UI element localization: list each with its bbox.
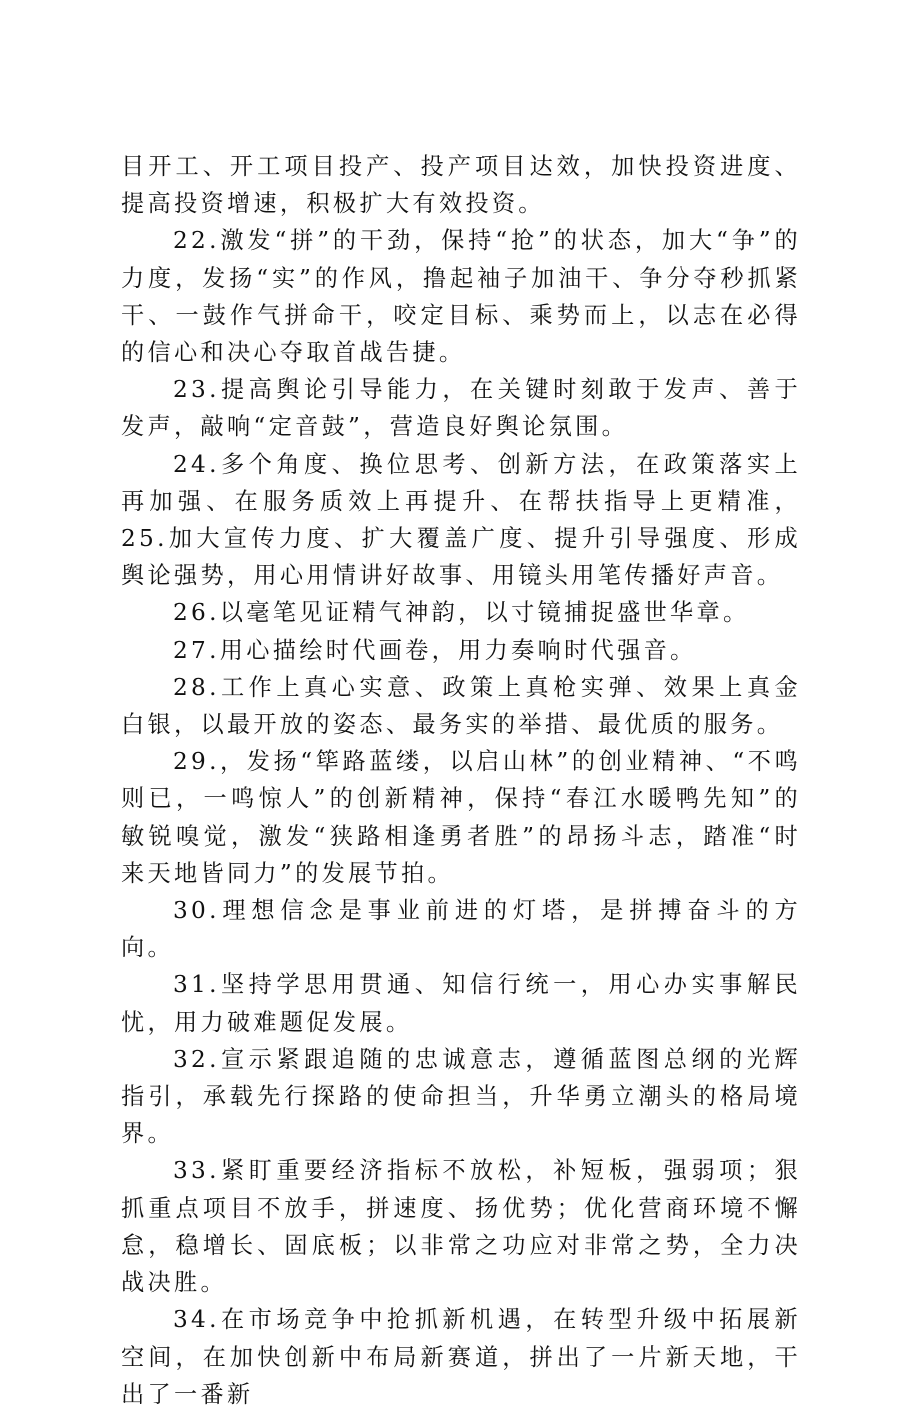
paragraph-34: 34.在市场竞争中抢抓新机遇，在转型升级中拓展新空间，在加快创新中布局新赛道，拼出了一片新天地，干出了一番新	[121, 1306, 801, 1408]
paragraph-29: 29.，发扬“筚路蓝缕，以启山林”的创业精神、“不鸣则已，一鸣惊人”的创新精神，保持“春江水暖鸭先知”的敏锐嗅觉，激发“狭路相逢勇者胜”的昂扬斗志，踏准“时来天地皆同力”的发展节拍。	[121, 748, 801, 887]
paragraph-22: 22.激发“拼”的干劲，保持“抢”的状态，加大“争”的力度，发扬“实”的作风，撸起袖子加油干、争分夺秒抓紧干、一鼓作气拼命干，咬定目标、乘势而上，以志在必得的信心和决心夺取首战告捷。	[121, 227, 801, 367]
paragraph-31: 31.坚持学思用贯通、知信行统一，用心办实事解民忧，用力破难题促发展。	[121, 971, 801, 1036]
paragraph-32: 32.宣示紧跟追随的忠诚意志，遵循蓝图总纲的光辉指引，承载先行探路的使命担当，升华勇立潮头的格局境界。	[121, 1045, 801, 1148]
paragraph-28: 28.工作上真心实意、政策上真枪实弹、效果上真金白银，以最开放的姿态、最务实的举措、最优质的服务。	[121, 673, 801, 739]
paragraph-27: 27.用心描绘时代画卷，用力奏响时代强音。	[173, 636, 697, 664]
paragraph-24-25: 24.多个角度、换位思考、创新方法，在政策落实上再加强、在服务质效上再提升、在帮扶指导上更精准，25.加大宣传力度、扩大覆盖广度、提升引导强度、形成舆论强势，用心用情讲好故事、用镜头用笔传播好声音。	[121, 450, 801, 590]
paragraph-continuation: 目开工、开工项目投产、投产项目达效，加快投资进度、提高投资增速，积极扩大有效投资。	[121, 153, 801, 218]
paragraph-23: 23.提高舆论引导能力，在关键时刻敢于发声、善于发声，敲响“定音鼓”，营造良好舆论氛围。	[121, 376, 801, 441]
paragraph-33: 33.紧盯重要经济指标不放松，补短板，强弱项；狠抓重点项目不放手，拼速度、扬优势；优化营商环境不懈怠，稳增长、固底板；以非常之功应对非常之势，全力决战决胜。	[121, 1157, 801, 1297]
document-body	[121, 148, 801, 1413]
paragraph-26: 26.以毫笔见证精气神韵，以寸镜捕捉盛世华章。	[173, 599, 750, 627]
paragraph-30: 30.理想信念是事业前进的灯塔，是拼搏奋斗的方向。	[121, 897, 801, 962]
